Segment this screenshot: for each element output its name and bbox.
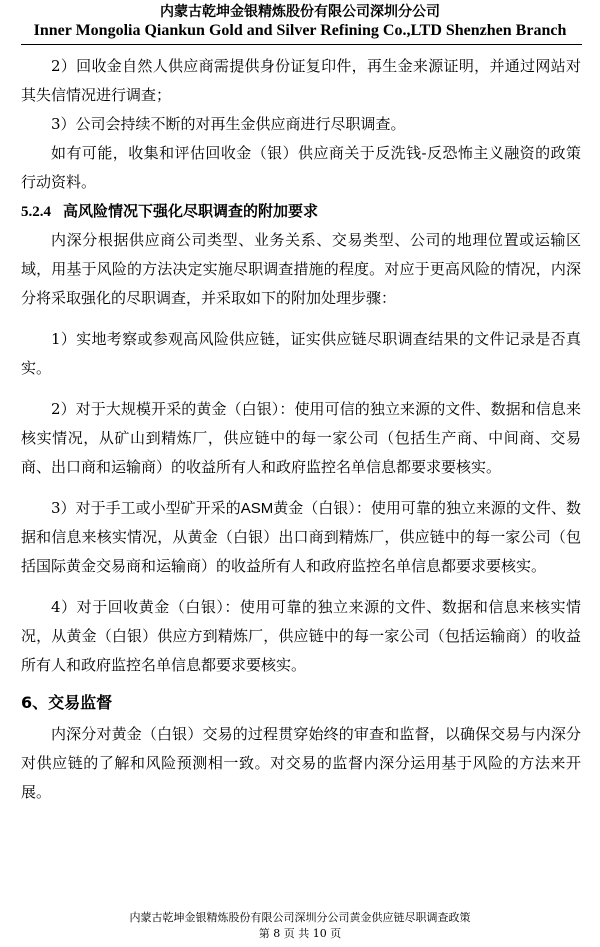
list-item-asm-mining <box>21 494 581 581</box>
list-item-recycled-gold: 4）对于回收黄金（白银）：使用可靠的独立来源的文件、数据和信息来核实情况，从黄金（白银）供应方到精炼厂，供应链中的每一家公司（包括运输商）的收益所有人和政府监控名单信息都要求要核实。 <box>21 598 581 674</box>
paragraph-risk-based-approach: 内深分根据供应商公司类型、业务关系、交易类型、公司的地理位置或运输区域，用基于风险的方法决定实施尽职调查措施的程度。对应于更高风险的情况，内深分将采取强化的尽职调查，并采取如下的附加处理步骤： <box>21 231 581 307</box>
asm-intro: 3）对于手工或小型矿开采的 <box>51 499 241 517</box>
header-company-cn: 内蒙古乾坤金银精炼股份有限公司深圳分公司 <box>160 4 440 20</box>
paragraph-continuous-due-diligence: 3）公司会持续不断的对再生金供应商进行尽职调查。 <box>51 115 406 133</box>
document-body <box>21 52 581 807</box>
footer-page-number: 第 8 页 共 10 页 <box>258 927 342 940</box>
header-company-en: Inner Mongolia Qiankun Gold and Silver Refining Co.,LTD Shenzhen Branch <box>33 22 567 39</box>
asm-body: 黄金（白银）：使用可靠的独立来源的文件、数据和信息来核实情况，从黄金（白银）出口商到精炼厂，供应链中的每一家公司（包括国际黄金交易商和运输商）的收益所有人和政府监控名单信息都要求要核实。 <box>21 499 581 575</box>
paragraph-aml-policy: 如有可能，收集和评估回收金（银）供应商关于反洗钱-反恐怖主义融资的政策行动资料。 <box>21 144 581 191</box>
list-item-large-scale-mining: 2）对于大规模开采的黄金（白银）：使用可信的独立来源的文件、数据和信息来核实情况，从矿山到精炼厂，供应链中的每一家公司（包括生产商、中间商、交易商、出口商和运输商）的收益所有人和政府监控名单信息都要求要核实。 <box>21 400 581 476</box>
list-item-site-visit: 1）实地考察或参观高风险供应链，证实供应链尽职调查结果的文件记录是否真实。 <box>21 330 581 377</box>
section-number: 5.2.4 <box>21 204 51 220</box>
paragraph-natural-person-supplier: 2）回收金自然人供应商需提供身份证复印件，再生金来源证明，并通过网站对其失信情况进行调查； <box>21 57 581 104</box>
footer-document-title: 内蒙古乾坤金银精炼股份有限公司深圳分公司黄金供应链尽职调查政策 <box>129 911 471 924</box>
section-title: 高风险情况下强化尽职调查的附加要求 <box>63 202 319 220</box>
paragraph-transaction-monitoring: 内深分对黄金（白银）交易的过程贯穿始终的审查和监督，以确保交易与内深分对供应链的了解和风险预测相一致。对交易的监督内深分运用基于风险的方法来开展。 <box>21 725 581 801</box>
heading-transaction-monitoring: 6、交易监督 <box>21 693 113 712</box>
asm-abbreviation: ASM <box>240 500 274 517</box>
section-heading-5-2-4 <box>21 197 581 226</box>
header-divider <box>21 44 582 45</box>
